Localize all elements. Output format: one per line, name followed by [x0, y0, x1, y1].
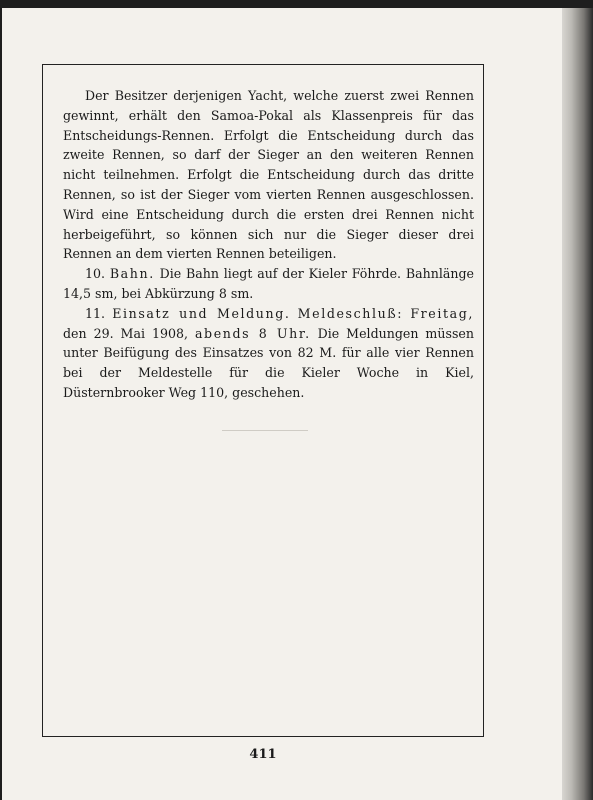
- paragraph-trophy-rules: Der Besitzer derjenigen Yacht, welche zuerst zwei Rennen gewinnt, erhält den Samoa-Pokal als Klassenpreis für das Entscheidungs-Rennen. Erfolgt die Entscheidung durch das zweite Rennen, so darf der Sieger an den weiteren Rennen nicht teilnehmen. Erfolgt die Entscheidung durch das dritte Rennen, so ist der Sieger vom vierten Rennen ausgeschlossen. Wird eine Entscheidung durch die ersten drei Rennen nicht herbeigeführt, so können sich nur die Sieger dieser drei Rennen an dem vierten Rennen beteiligen.: [63, 88, 474, 262]
- section-10-course: [63, 264, 474, 304]
- section-10-number: 10.: [85, 266, 106, 282]
- page-number: 411: [249, 747, 277, 762]
- section-11-number: 11.: [85, 305, 106, 321]
- section-11-deadline-date: den 29. Mai 1908,: [63, 325, 188, 341]
- section-11-deadline-label: Meldeschluß:: [297, 305, 404, 321]
- section-11-heading: Einsatz und Meldung.: [112, 305, 291, 321]
- section-10-heading: Bahn.: [109, 266, 155, 282]
- book-spine-shadow: [562, 8, 593, 800]
- section-11-body: Die Meldungen müssen unter Beifügung des Einsatzes von 82 M. für alle vier Rennen bei der Meldestelle für die Kieler Woche in Kiel, Düsternbrooker Weg 110, geschehen.: [63, 325, 474, 400]
- decorative-rule: [222, 430, 308, 431]
- section-11-entry: [63, 304, 474, 403]
- section-11-deadline-time: abends 8 Uhr.: [194, 325, 311, 341]
- section-11-deadline-day: Freitag,: [410, 305, 474, 321]
- section-10-body: Die Bahn liegt auf der Kieler Föhrde. Bahnlänge 14,5 sm, bei Abkürzung 8 sm.: [63, 266, 474, 301]
- page-text-block: [63, 86, 474, 403]
